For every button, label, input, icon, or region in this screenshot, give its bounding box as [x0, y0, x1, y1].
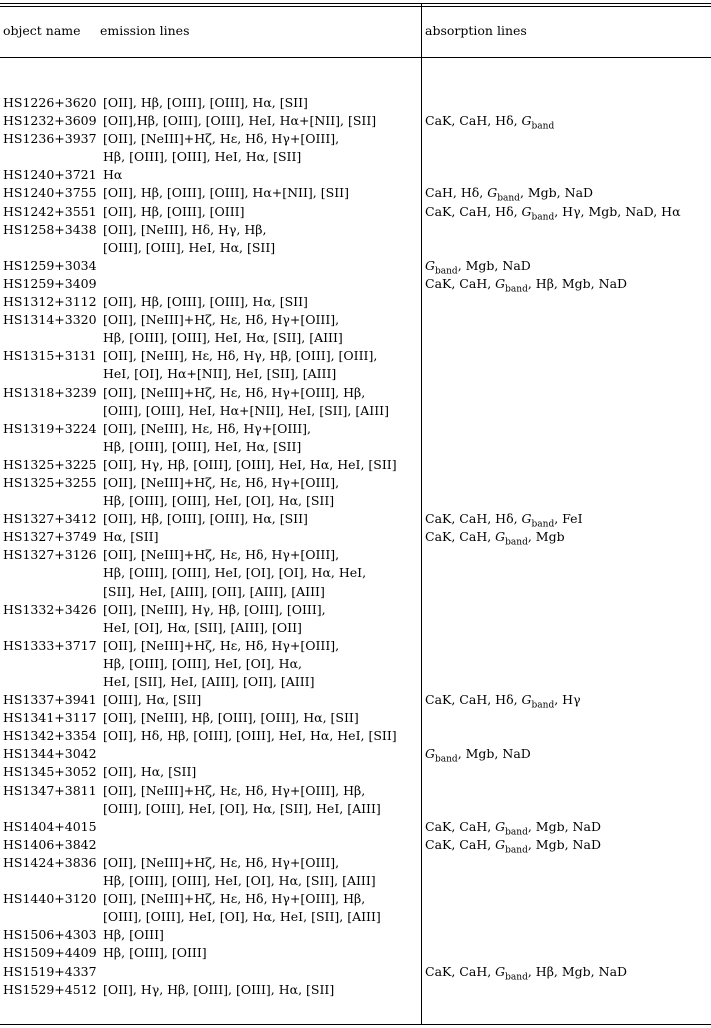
table-row [0, 148, 681, 166]
bottom-rule [0, 1024, 711, 1025]
emission-lines-cell: Hβ, [OIII], [OIII], HeI, [OI], [OI], Hα, HeI, [103, 565, 367, 581]
object-name-cell: HS1406+3842 [3, 836, 97, 852]
emission-lines-cell: [OII], [NeIII]+Hζ, Hε, Hδ, Hγ+[OIII], [103, 312, 340, 328]
emission-lines-cell: Hβ, [OIII], [OIII], HeI, Hα, [SII] [103, 438, 302, 454]
table-row [0, 130, 681, 148]
emission-lines-cell: [OIII], [OIII], HeI, [OI], Hα, HeI, [SII], [AIII] [103, 909, 381, 925]
object-name-cell: HS1509+4409 [3, 945, 97, 961]
table-row [0, 601, 681, 619]
emission-lines-cell: [OII], Hβ, [OIII], [OIII], Hα, [SII] [103, 95, 308, 110]
object-name-cell [0, 239, 103, 257]
table-row [0, 402, 681, 420]
emission-lines-cell: [OII], [NeIII], Hβ, [OIII], [OIII], Hα, [SII] [103, 710, 359, 726]
emission-lines-cell: [OII], [NeIII], Hε, Hδ, Hγ, Hβ, [OIII], [OIII], [103, 348, 378, 364]
table-row [0, 637, 681, 655]
emission-lines-cell: [OII], [NeIII]+Hζ, Hε, Hδ, Hγ+[OIII], [103, 547, 340, 563]
emission-lines-cell: [OII], [NeIII]+Hζ, Hε, Hδ, Hγ+[OIII], [103, 854, 340, 870]
table-row [0, 691, 681, 709]
object-name-cell [0, 800, 103, 818]
table-row [0, 655, 681, 673]
table-row [0, 854, 681, 872]
table-row [0, 908, 681, 926]
object-name-cell [0, 329, 103, 347]
emission-lines-cell: [OII], [NeIII]+Hζ, Hε, Hδ, Hγ+[OIII], [103, 474, 340, 490]
emission-lines-cell: [OII], [NeIII], Hε, Hδ, Hγ+[OIII], [103, 420, 312, 436]
emission-lines-cell: Hβ, [OIII], [OIII], HeI, [OI], Hα, [103, 655, 302, 671]
absorption-lines-cell [421, 456, 681, 474]
table-row [0, 745, 681, 763]
emission-lines-cell: Hβ, [OIII], [OIII], HeI, Hα, [SII] [103, 149, 302, 165]
emission-lines-cell: [OII], Hβ, [OIII], [OIII], Hα+[NII], [SII] [103, 185, 349, 201]
table-row [0, 673, 681, 691]
header-absorption-lines: absorption lines [425, 23, 527, 38]
table-row [0, 727, 681, 745]
table-row [0, 872, 681, 890]
lines-table [0, 94, 681, 999]
absorption-lines-cell [421, 800, 681, 818]
emission-lines-cell: [OII], Hβ, [OIII], [OIII], Hα, [SII] [103, 511, 308, 527]
emission-lines-cell: Hα [103, 167, 123, 183]
object-name-cell: HS1440+3120 [3, 891, 97, 907]
absorption-lines-cell [421, 908, 681, 926]
object-name-cell [0, 908, 103, 926]
object-name-cell: HS1519+4337 [3, 963, 97, 979]
absorption-lines-cell [421, 130, 681, 148]
emission-lines-cell: [OII], [NeIII], Hγ, Hβ, [OIII], [OIII], [103, 601, 326, 617]
object-name-cell: HS1404+4015 [3, 818, 97, 834]
object-name-cell: HS1314+3320 [3, 312, 97, 328]
emission-lines-cell [103, 818, 421, 836]
object-name-cell [0, 402, 103, 420]
absorption-lines-cell [421, 148, 681, 166]
table-row [0, 782, 681, 800]
table-row [0, 564, 681, 582]
absorption-lines-cell [421, 981, 681, 999]
emission-lines-cell: Hβ, [OIII], [OIII], HeI, [OI], Hα, [SII] [103, 493, 335, 509]
object-name-cell: HS1345+3052 [3, 764, 97, 780]
top-rule [0, 3, 711, 4]
absorption-lines-cell: CaK, CaH, $G_{band}$, Mgb [425, 529, 565, 548]
absorption-lines-cell: CaK, CaH, $G_{band}$, Mgb, NaD [425, 818, 601, 838]
table-row [0, 546, 681, 564]
table-row [0, 239, 681, 257]
emission-lines-cell [103, 745, 421, 763]
object-name-cell: HS1424+3836 [3, 854, 97, 870]
absorption-lines-cell [421, 854, 681, 872]
absorption-lines-cell: CaK, CaH, $G_{band}$, Mgb, NaD [425, 836, 601, 856]
table-row [0, 257, 681, 275]
object-name-cell: HS1315+3131 [3, 348, 97, 364]
object-name-cell: HS1319+3224 [3, 420, 97, 436]
object-name-cell: HS1240+3755 [3, 185, 97, 201]
table-row [0, 619, 681, 637]
table-row [0, 926, 681, 944]
emission-lines-cell: [OII], Hβ, [OIII], [OIII] [103, 203, 245, 219]
emission-lines-cell: Hβ, [OIII], [OIII], HeI, Hα, [SII], [AIII] [103, 330, 343, 346]
table-row [0, 510, 681, 528]
table-row [0, 709, 681, 727]
absorption-lines-cell [421, 474, 681, 492]
emission-lines-cell: [OII], Hα, [SII] [103, 764, 197, 780]
table-row [0, 166, 681, 184]
absorption-lines-cell [421, 293, 681, 311]
emission-lines-cell: [OII], Hγ, Hβ, [OIII], [OIII], Hα, [SII] [103, 981, 335, 997]
emission-lines-cell: [OII], [NeIII], Hδ, Hγ, Hβ, [103, 221, 267, 237]
absorption-lines-cell: $G_{band}$, Mgb, NaD [425, 257, 531, 277]
table-row [0, 890, 681, 908]
absorption-lines-cell [421, 944, 681, 962]
object-name-cell [0, 148, 103, 166]
object-name-cell: HS1529+4512 [3, 981, 97, 997]
absorption-lines-cell [421, 583, 681, 601]
object-name-cell: HS1258+3438 [3, 221, 97, 237]
emission-lines-cell: Hβ, [OIII], [OIII], HeI, [OI], Hα, [SII], [AIII] [103, 873, 376, 889]
object-name-cell: HS1332+3426 [3, 601, 97, 617]
absorption-lines-cell: CaK, CaH, Hδ, $G_{band}$, Hγ [425, 692, 581, 711]
object-name-cell [0, 655, 103, 673]
emission-lines-cell: [OII], [NeIII]+Hζ, Hε, Hδ, Hγ+[OIII], [103, 637, 340, 653]
absorption-lines-cell [421, 926, 681, 944]
absorption-lines-cell [421, 329, 681, 347]
emission-lines-cell [103, 963, 421, 981]
absorption-lines-cell [421, 420, 681, 438]
emission-lines-cell: Hα, [SII] [103, 529, 159, 545]
absorption-lines-cell [421, 384, 681, 402]
absorption-lines-cell [421, 166, 681, 184]
table-row [0, 329, 681, 347]
emission-lines-cell: [OII], Hδ, Hβ, [OIII], [OIII], HeI, Hα, HeI, [SII] [103, 728, 397, 744]
table-row [0, 528, 681, 546]
emission-lines-cell [103, 257, 421, 275]
object-name-cell: HS1325+3225 [3, 456, 97, 472]
absorption-lines-cell [421, 872, 681, 890]
top-rule-inner [0, 6, 711, 7]
object-name-cell: HS1327+3126 [3, 547, 97, 563]
table-row [0, 763, 681, 781]
object-name-cell [0, 438, 103, 456]
emission-lines-cell [103, 275, 421, 293]
header-rule [0, 57, 711, 58]
emission-lines-cell: [OII],Hβ, [OIII], [OIII], HeI, Hα+[NII], [SII] [103, 113, 377, 129]
emission-lines-cell: [OII], [NeIII]+Hζ, Hε, Hδ, Hγ+[OIII], Hβ, [103, 384, 366, 400]
absorption-lines-cell: CaK, CaH, $G_{band}$, Hβ, Mgb, NaD [425, 963, 628, 982]
object-name-cell [0, 492, 103, 510]
object-name-cell: HS1259+3409 [3, 275, 97, 291]
object-name-cell [0, 564, 103, 582]
emission-lines-cell: [OII], Hγ, Hβ, [OIII], [OIII], HeI, Hα, HeI, [SII] [103, 456, 397, 472]
absorption-lines-cell [421, 221, 681, 239]
table-row [0, 836, 681, 854]
absorption-lines-cell [421, 673, 681, 691]
object-name-cell: HS1341+3117 [3, 710, 97, 726]
absorption-lines-cell [421, 239, 681, 257]
object-name-cell: HS1232+3609 [3, 113, 97, 129]
object-name-cell: HS1333+3717 [3, 637, 97, 653]
table-row [0, 583, 681, 601]
absorption-lines-cell: CaH, Hδ, $G_{band}$, Mgb, NaD [425, 185, 594, 204]
absorption-lines-cell [421, 727, 681, 745]
header-emission-lines: emission lines [100, 23, 190, 38]
table-row [0, 818, 681, 836]
absorption-lines-cell [421, 619, 681, 637]
emission-lines-cell: HeI, [OI], Hα, [SII], [AIII], [OII] [103, 619, 302, 635]
absorption-lines-cell [421, 763, 681, 781]
table-row [0, 963, 681, 981]
table-row [0, 112, 681, 130]
object-name-cell: HS1506+4303 [3, 927, 97, 943]
emission-lines-cell: [OIII], [OIII], HeI, [OI], Hα, [SII], HeI, [AIII] [103, 800, 381, 816]
absorption-lines-cell [421, 637, 681, 655]
absorption-lines-cell: CaK, CaH, Hδ, $G_{band}$, Hγ, Mgb, NaD, Hα [425, 203, 681, 223]
table-row [0, 420, 681, 438]
emission-lines-cell: Hβ, [OIII] [103, 927, 164, 943]
object-name-cell [0, 673, 103, 691]
emission-lines-cell: [OII], [NeIII]+Hζ, Hε, Hδ, Hγ+[OIII], [103, 131, 340, 147]
object-name-cell: HS1342+3354 [3, 728, 97, 744]
absorption-lines-cell [421, 347, 681, 365]
absorption-lines-cell [421, 492, 681, 510]
absorption-lines-cell [421, 564, 681, 582]
table-row [0, 981, 681, 999]
object-name-cell: HS1318+3239 [3, 384, 97, 400]
table-row [0, 275, 681, 293]
object-name-cell: HS1240+3721 [3, 167, 97, 183]
absorption-lines-cell [421, 94, 681, 112]
absorption-lines-cell: $G_{band}$, Mgb, NaD [425, 746, 531, 765]
header-object-name: object name [3, 23, 81, 38]
emission-lines-cell: [OIII], [OIII], HeI, Hα+[NII], HeI, [SII], [AIII] [103, 402, 389, 418]
absorption-lines-cell [421, 546, 681, 564]
emission-lines-cell: [OIII], Hα, [SII] [103, 692, 202, 708]
object-name-cell: HS1344+3042 [3, 746, 97, 762]
absorption-lines-cell: CaK, CaH, Hδ, $G_{band}$, FeI [425, 511, 583, 530]
object-name-cell: HS1242+3551 [3, 203, 97, 219]
table-row [0, 203, 681, 221]
table-row [0, 365, 681, 383]
object-name-cell: HS1327+3749 [3, 529, 97, 545]
object-name-cell: HS1337+3941 [3, 692, 97, 708]
emission-lines-cell: HeI, [SII], HeI, [AIII], [OII], [AIII] [103, 674, 315, 689]
emission-lines-cell: [OIII], [OIII], HeI, Hα, [SII] [103, 239, 276, 255]
table-row [0, 384, 681, 402]
table-row [0, 293, 681, 311]
emission-lines-cell: [OII], [NeIII]+Hζ, Hε, Hδ, Hγ+[OIII], Hβ, [103, 891, 366, 907]
table-row [0, 184, 681, 202]
table-row [0, 94, 681, 112]
object-name-cell: HS1236+3937 [3, 131, 97, 147]
absorption-lines-cell: CaK, CaH, $G_{band}$, Hβ, Mgb, NaD [425, 275, 628, 295]
object-name-cell [0, 872, 103, 890]
object-name-cell [0, 365, 103, 383]
table-row [0, 221, 681, 239]
absorption-lines-cell [421, 655, 681, 673]
table-body [0, 94, 681, 999]
object-name-cell: HS1226+3620 [3, 95, 97, 110]
absorption-lines-cell [421, 890, 681, 908]
table-row [0, 347, 681, 365]
emission-lines-cell: [OII], Hβ, [OIII], [OIII], Hα, [SII] [103, 294, 308, 310]
emission-lines-cell: [SII], HeI, [AIII], [OII], [AIII], [AIII] [103, 583, 325, 599]
absorption-lines-cell [421, 438, 681, 456]
absorption-lines-cell [421, 601, 681, 619]
emission-lines-cell [103, 836, 421, 854]
table-row [0, 800, 681, 818]
emission-lines-cell: Hβ, [OIII], [OIII] [103, 945, 207, 961]
object-name-cell [0, 619, 103, 637]
absorption-lines-cell [421, 402, 681, 420]
absorption-lines-cell: CaK, CaH, Hδ, $G_{band}$ [425, 113, 555, 132]
object-name-cell: HS1312+3112 [3, 294, 97, 310]
absorption-lines-cell [421, 782, 681, 800]
object-name-cell: HS1347+3811 [3, 782, 97, 798]
table-row [0, 492, 681, 510]
emission-lines-cell: [OII], [NeIII]+Hζ, Hε, Hδ, Hγ+[OIII], Hβ, [103, 782, 366, 798]
absorption-lines-cell [421, 311, 681, 329]
table-row [0, 311, 681, 329]
emission-lines-cell: HeI, [OI], Hα+[NII], HeI, [SII], [AIII] [103, 366, 337, 382]
object-name-cell: HS1327+3412 [3, 511, 97, 527]
object-name-cell: HS1325+3255 [3, 474, 97, 490]
table-row [0, 438, 681, 456]
absorption-lines-cell [421, 709, 681, 727]
table-row [0, 456, 681, 474]
absorption-lines-cell [421, 365, 681, 383]
table-row [0, 944, 681, 962]
table-row [0, 474, 681, 492]
object-name-cell: HS1259+3034 [3, 257, 97, 273]
object-name-cell [0, 583, 103, 601]
